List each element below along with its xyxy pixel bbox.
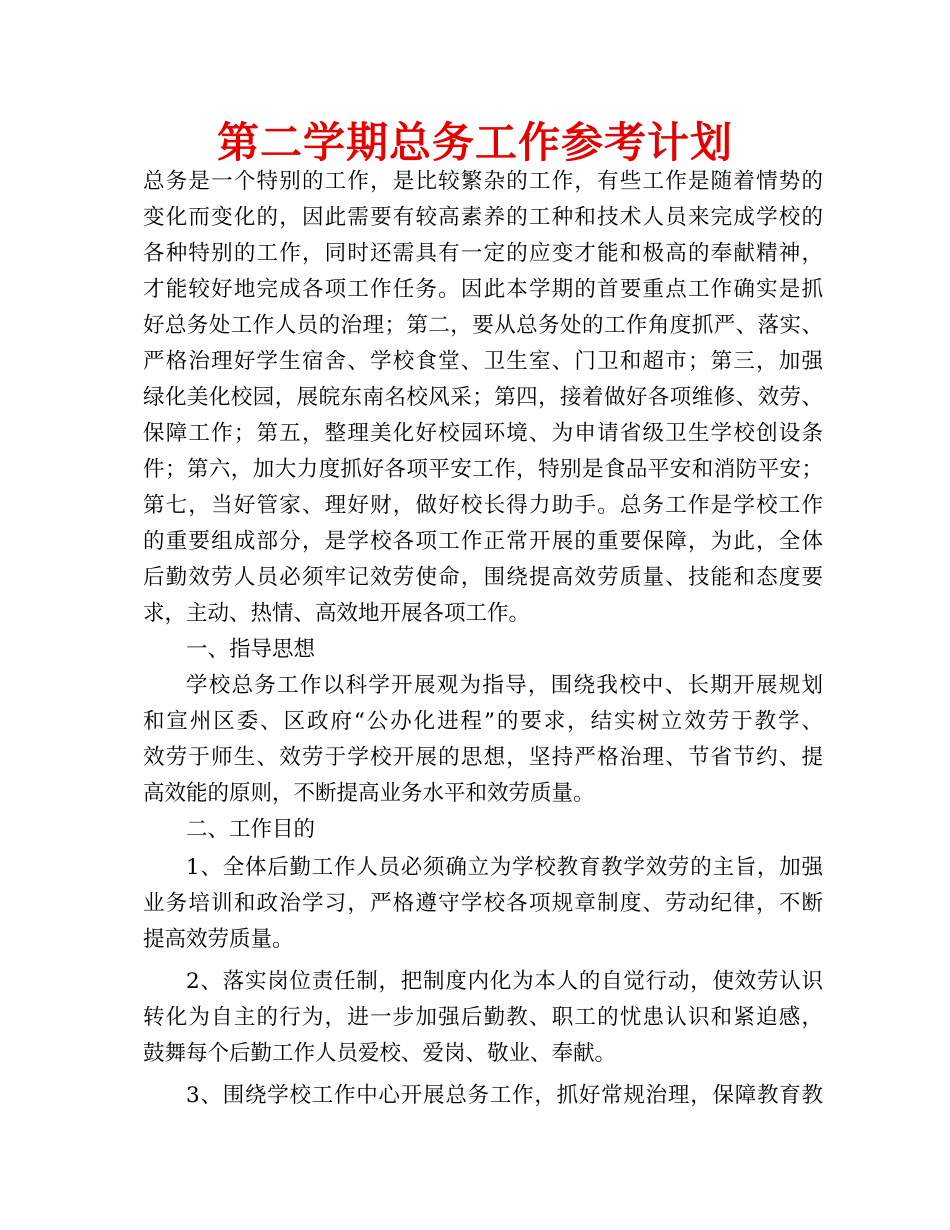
paragraph-line: 高效能的原则，不断提高业务水平和效劳质量。 [143, 781, 595, 806]
paragraph-line: 1、全体后勤工作人员必须确立为学校教育教学效劳的主旨，加强 [186, 855, 823, 880]
document-body [143, 164, 823, 1114]
paragraph-line: 变化而变化的，因此需要有较高素养的工种和技术人员来完成学校的 [143, 205, 823, 230]
paragraph-line: 3、围绕学校工作中心开展总务工作，抓好常规治理，保障教育教 [186, 1083, 823, 1108]
paragraph-line: 2、落实岗位责任制，把制度内化为本人的自觉行动，使效劳认识 [186, 969, 823, 994]
paragraph-line: 和宣州区委、区政府“公办化进程”的要求，结实树立效劳于教学、 [143, 709, 823, 734]
paragraph-line: 好总务处工作人员的治理；第二，要从总务处的工作角度抓严、落实、 [143, 313, 823, 338]
paragraph-line: 后勤效劳人员必须牢记效劳使命，围绕提高效劳质量、技能和态度要 [143, 565, 823, 590]
paragraph-line: 第七，当好管家、理好财，做好校长得力助手。总务工作是学校工作 [143, 493, 823, 518]
paragraph-line: 求，主动、热情、高效地开展各项工作。 [143, 601, 531, 626]
document-title: 第二学期总务工作参考计划 [216, 118, 733, 167]
paragraph-line: 转化为自主的行为，进一步加强后勤教、职工的忧患认识和紧迫感， [143, 1005, 823, 1030]
paragraph-line: 各种特别的工作，同时还需具有一定的应变才能和极高的奉献精神， [143, 241, 823, 266]
paragraph-line: 绿化美化校园，展皖东南名校风采；第四，接着做好各项维修、效劳、 [143, 385, 823, 410]
paragraph-line: 鼓舞每个后勤工作人员爱校、爱岗、敬业、奉献。 [143, 1041, 617, 1066]
paragraph-line: 的重要组成部分，是学校各项工作正常开展的重要保障，为此，全体 [143, 529, 823, 554]
paragraph-line: 件；第六，加大力度抓好各项平安工作，特别是食品平安和消防平安； [143, 457, 823, 482]
paragraph-line: 保障工作；第五，整理美化好校园环境、为申请省级卫生学校创设条 [143, 421, 823, 446]
paragraph-line: 总务是一个特别的工作，是比较繁杂的工作，有些工作是随着情势的 [143, 169, 823, 194]
paragraph-line: 业务培训和政治学习，严格遵守学校各项规章制度、劳动纪律，不断 [143, 891, 823, 916]
paragraph-line: 学校总务工作以科学开展观为指导，围绕我校中、长期开展规划 [186, 673, 823, 698]
section-heading: 一、指导思想 [186, 637, 316, 662]
paragraph-line: 效劳于师生、效劳于学校开展的思想，坚持严格治理、节省节约、提 [143, 745, 823, 770]
section-heading: 二、工作目的 [186, 817, 316, 842]
paragraph-line: 提高效劳质量。 [143, 927, 294, 952]
paragraph-line: 才能较好地完成各项工作任务。因此本学期的首要重点工作确实是抓 [143, 277, 823, 302]
paragraph-line: 严格治理好学生宿舍、学校食堂、卫生室、门卫和超市；第三，加强 [143, 349, 823, 374]
